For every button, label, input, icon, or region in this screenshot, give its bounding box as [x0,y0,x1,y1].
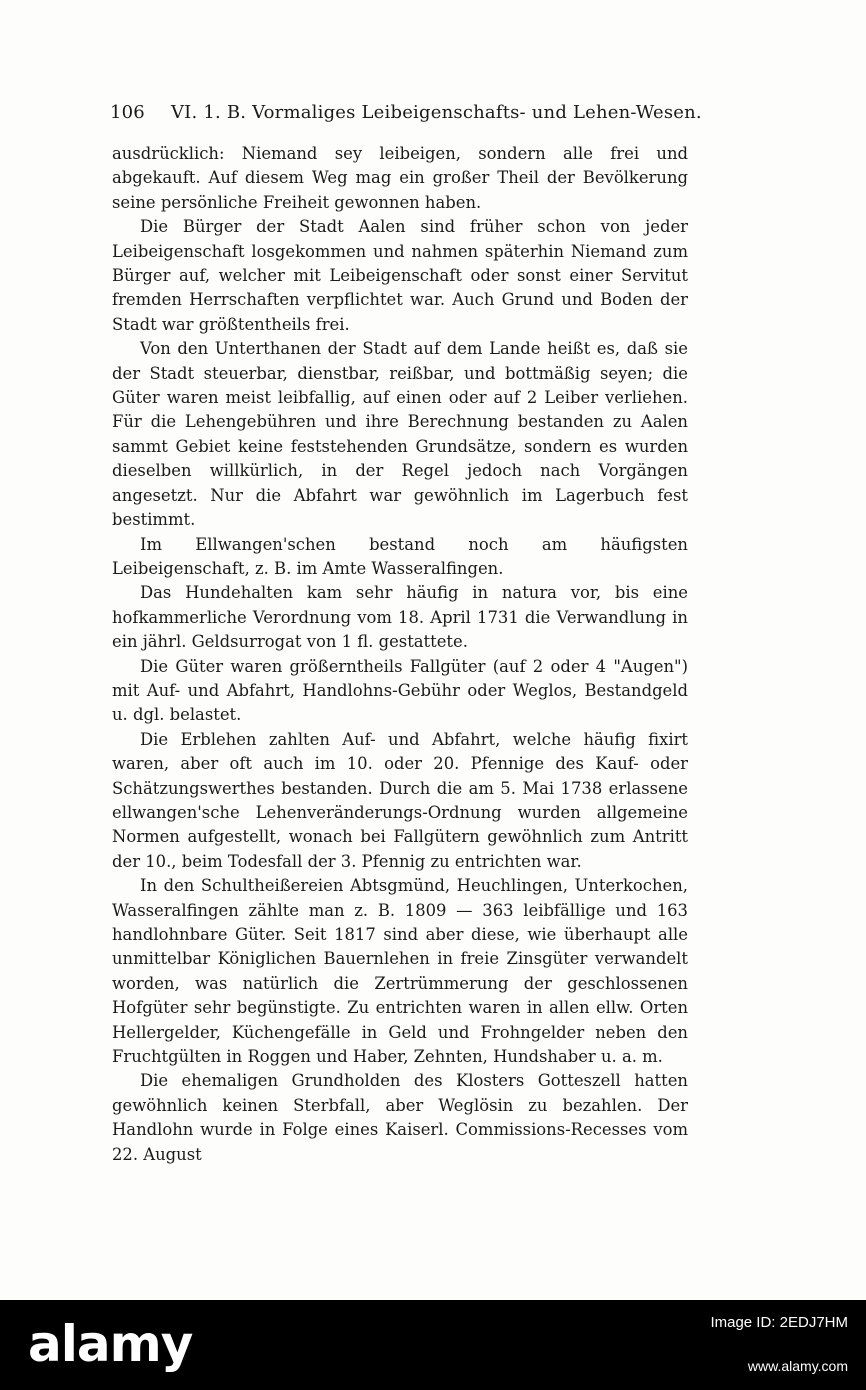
running-header [110,102,702,123]
paragraph: Das Hundehalten kam sehr häufig in natura vor, bis eine hofkammerliche Verordnung vom 18. April 1731 die Verwandlung in ein jährl. Geldsurrogat von 1 fl. gestattete. [112,583,688,652]
paragraph: ausdrücklich: Niemand sey leibeigen, sondern alle frei und abgekauft. Auf diesem Weg mag ein großer Theil der Bevölkerung seine persönliche Freiheit gewonnen haben. [112,144,688,212]
body-text [112,142,688,1167]
paragraph: Die Bürger der Stadt Aalen sind früher schon von jeder Leibeigenschaft losgekommen und nahmen späterhin Niemand zum Bürger auf, welcher mit Leibeigenschaft oder sonst einer Servitut fremden Herrschaften verpflichtet war. Auch Grund und Boden der Stadt war größtentheils frei. [112,217,688,334]
page-number: 106 [110,102,145,123]
paragraph: Die ehemaligen Grundholden des Klosters Gotteszell hatten gewöhnlich keinen Sterbfall, aber Weglösin zu bezahlen. Der Handlohn wurde in Folge eines Kaiserl. Commissions-Recesses vom 22. August [112,1071,688,1164]
paragraph: Die Erblehen zahlten Auf- und Abfahrt, welche häufig fixirt waren, aber oft auch im 10. oder 20. Pfennige des Kauf- oder Schätzungswerthes bestanden. Durch die am 5. Mai 1738 erlassene ellwangen'sche Lehenveränderungs-Ordnung wurden allgemeine Normen aufgestellt, wonach bei Fallgütern gewöhnlich zum Antritt der 10., beim Todesfall der 3. Pfennig zu entrichten war. [112,729,688,871]
alamy-logo: alamy [28,1315,193,1373]
image-id: Image ID: 2EDJ7HM [710,1314,848,1331]
running-title: VI. 1. B. Vormaliges Leibeigenschafts- und Lehen-Wesen. [170,102,702,123]
paragraph: Die Güter waren größerntheils Fallgüter (auf 2 oder 4 "Augen") mit Auf- und Abfahrt, Handlohns-Gebühr oder Weglos, Bestandgeld u. dgl. belastet. [112,656,688,725]
paragraph: In den Schultheißereien Abtsgmünd, Heuchlingen, Unterkochen, Wasseralfingen zählte man z. B. 1809 — 363 leibfällige und 163 handlohnbare Güter. Seit 1817 sind aber diese, wie überhaupt alle unmittelbar Königlichen Bauernlehen in freie Zinsgüter verwandelt worden, was natürlich die Zertrümmerung der geschlossenen Hofgüter sehr begünstigte. Zu entrichten waren in allen ellw. Orten Hellergelder, Küchengefälle in Geld und Frohngelder neben den Fruchtgülten in Roggen und Haber, Zehnten, Hundshaber u. a. m. [112,876,688,1067]
site-url: www.alamy.com [747,1358,848,1374]
paragraph: Im Ellwangen'schen bestand noch am häufigsten Leibeigenschaft, z. B. im Amte Wasseralfingen. [112,534,688,578]
paragraph: Von den Unterthanen der Stadt auf dem Lande heißt es, daß sie der Stadt steuerbar, dienstbar, reißbar, und bottmäßig seyen; die Güter waren meist leibfallig, auf einen oder auf 2 Leiber verliehen. Für die Lehengebühren und ihre Berechnung bestanden zu Aalen sammt Gebiet keine feststehenden Grundsätze, sondern es wurden dieselben willkürlich, in der Regel jedoch nach Vorgängen angesetzt. Nur die Abfahrt war gewöhnlich im Lagerbuch fest bestimmt. [112,339,688,530]
stock-watermark-banner [0,1300,866,1390]
